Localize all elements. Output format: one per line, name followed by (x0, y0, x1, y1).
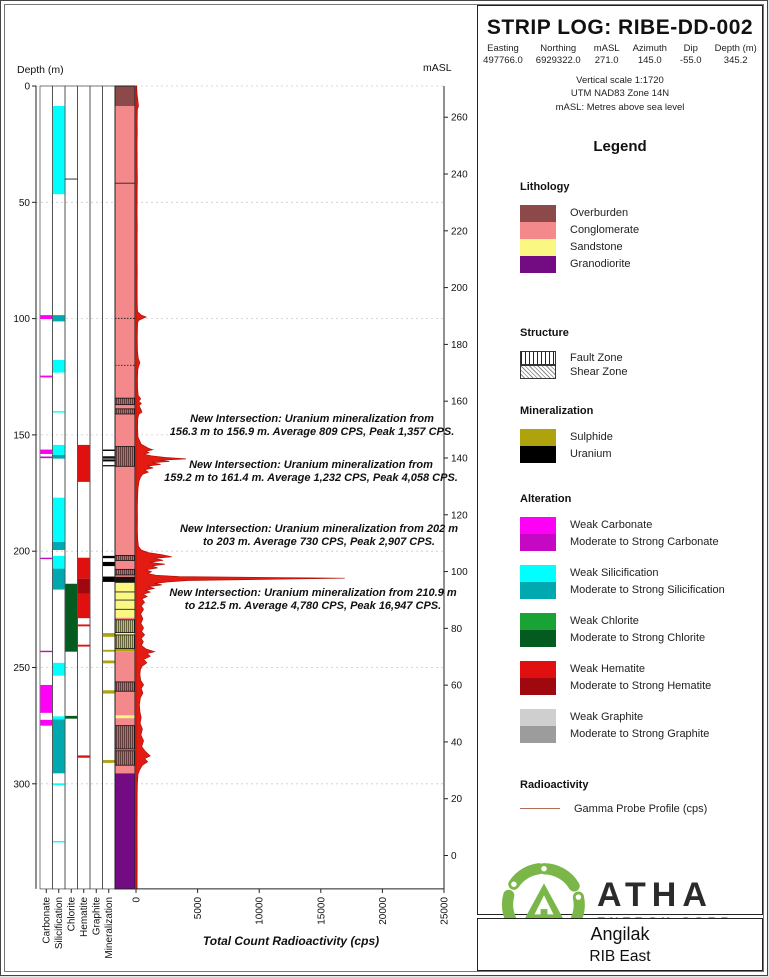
legend-label: Moderate to Strong Graphite (570, 728, 710, 741)
intersection-annotation: New Intersection: Uranium mineralization from 202 m to 203 m. Average 730 CPS, Peak 2,907 CPS. (179, 523, 459, 548)
legend-item (520, 446, 762, 463)
swatch-icon (520, 565, 556, 582)
fault-pattern-icon (520, 351, 556, 365)
swatch-icon (520, 205, 556, 222)
swatch-icon (520, 517, 556, 534)
legend-label: Moderate to Strong Carbonate (570, 536, 719, 549)
svg-text:180: 180 (451, 339, 468, 351)
legend-item (520, 803, 762, 815)
swatch-icon (520, 256, 556, 273)
info-panel (477, 5, 763, 915)
swatch-icon (520, 661, 556, 678)
legend-label: Conglomerate (570, 224, 640, 237)
svg-text:160: 160 (451, 396, 468, 408)
legend-label: Overburden (570, 207, 629, 220)
svg-text:Hematite: Hematite (79, 896, 91, 937)
svg-text:Chlorite: Chlorite (66, 896, 78, 932)
svg-text:260: 260 (451, 112, 468, 124)
legend-label: Moderate to Strong Hematite (570, 680, 712, 693)
legend-item (520, 630, 762, 647)
svg-text:120: 120 (451, 510, 468, 522)
svg-text:50: 50 (18, 197, 30, 209)
legend-section-structure: Structure (520, 326, 569, 339)
swatch-icon (520, 582, 556, 599)
intersection-annotation: New Intersection: Uranium mineralization from 210.9 m to 212.5 m. Average 4,780 CPS, Peak 16,947 CPS. (169, 587, 457, 612)
gamma-line-icon (520, 808, 560, 809)
legend-item (520, 661, 762, 678)
svg-text:220: 220 (451, 226, 468, 238)
legend-label: Uranium (570, 448, 612, 461)
note-scale: Vertical scale 1:1720 (576, 75, 664, 86)
swatch-icon (520, 446, 556, 463)
collar-fields (478, 43, 762, 66)
legend-item (520, 678, 762, 695)
svg-text:250: 250 (13, 663, 30, 674)
svg-text:100: 100 (451, 567, 468, 579)
svg-text:240: 240 (451, 169, 468, 181)
legend-item (520, 565, 762, 582)
legend-item (520, 351, 762, 365)
legend-item (520, 613, 762, 630)
swatch-icon (520, 222, 556, 239)
legend-item (520, 256, 762, 273)
swatch-icon (520, 239, 556, 256)
svg-text:60: 60 (451, 680, 463, 692)
legend-label: Sulphide (570, 431, 613, 444)
legend-label: Weak Silicification (570, 567, 659, 580)
svg-text:20000: 20000 (377, 896, 389, 925)
legend-section-lithology: Lithology (520, 180, 570, 193)
svg-text:140: 140 (451, 453, 468, 465)
legend-label: Shear Zone (570, 365, 628, 378)
shear-pattern-icon (520, 365, 556, 379)
collar-field: Depth (m) 345.2 (714, 43, 757, 66)
legend-dual-item (520, 517, 762, 551)
legend-dual-item (520, 709, 762, 743)
legend-dual-item (520, 661, 762, 695)
legend-item (520, 534, 762, 551)
collar-field: Dip -55.0 (679, 43, 702, 66)
legend-label: Sandstone (570, 241, 623, 254)
legend-items (520, 351, 762, 379)
svg-text:Carbonate: Carbonate (41, 896, 53, 944)
collar-field: Easting 497766.0 (483, 43, 523, 66)
legend-label: Moderate to Strong Chlorite (570, 632, 706, 645)
svg-text:300: 300 (13, 779, 30, 791)
legend-items (520, 205, 762, 273)
legend-item (520, 365, 762, 379)
svg-text:200: 200 (13, 546, 30, 558)
legend-title: Legend (593, 137, 647, 155)
svg-text:Depth (m): Depth (m) (17, 64, 64, 76)
legend-section-radioactivity: Radioactivity (520, 778, 589, 791)
legend-item (520, 239, 762, 256)
svg-text:10000: 10000 (254, 896, 266, 925)
area-name: RIB East (589, 948, 651, 965)
legend-dual-item (520, 565, 762, 599)
svg-text:5000: 5000 (193, 896, 205, 920)
note-datum: UTM NAD83 Zone 14N (570, 88, 670, 100)
svg-text:Mineralization: Mineralization (104, 896, 116, 959)
swatch-icon (520, 678, 556, 695)
logo-name: ATHA (596, 876, 713, 915)
svg-text:0: 0 (24, 81, 30, 93)
svg-text:20: 20 (451, 794, 463, 806)
svg-text:15000: 15000 (316, 896, 328, 925)
legend-items (520, 517, 762, 743)
svg-text:Silicification: Silicification (54, 896, 66, 950)
intersection-annotation: New Intersection: Uranium mineralization from 156.3 m to 156.9 m. Average 809 CPS, Peak 1,357 CPS. (169, 413, 455, 438)
legend-item (520, 709, 762, 726)
legend-item (520, 582, 762, 599)
legend-label: Weak Carbonate (570, 519, 653, 532)
legend-item (520, 205, 762, 222)
svg-text:0: 0 (131, 896, 143, 903)
note-masl: mASL: Metres above sea level (555, 101, 685, 113)
collar-field: Northing 6929322.0 (535, 43, 581, 66)
svg-text:Graphite: Graphite (91, 896, 103, 936)
legend-items (520, 803, 762, 815)
legend-item (520, 222, 762, 239)
title-block (477, 918, 763, 971)
scale-notes (478, 74, 762, 114)
svg-text:40: 40 (451, 737, 463, 749)
legend-label: Gamma Probe Profile (cps) (574, 802, 708, 815)
legend-label: Moderate to Strong Silicification (570, 584, 725, 597)
swatch-icon (520, 429, 556, 446)
swatch-icon (520, 709, 556, 726)
legend-item (520, 726, 762, 743)
collar-field: mASL 271.0 (593, 43, 620, 66)
svg-text:25000: 25000 (439, 896, 451, 925)
legend-item (520, 517, 762, 534)
intersection-annotation: New Intersection: Uranium mineralization from 159.2 m to 161.4 m. Average 1,232 CPS, Peak 4,058 CPS. (164, 459, 458, 484)
legend-label: Granodiorite (570, 258, 631, 271)
legend-label: Weak Chlorite (570, 615, 639, 628)
svg-text:0: 0 (451, 851, 457, 863)
page-title: STRIP LOG: RIBE-DD-002 (486, 16, 754, 39)
legend-section-alteration: Alteration (520, 492, 572, 505)
swatch-icon (520, 534, 556, 551)
legend-dual-item (520, 613, 762, 647)
legend-body (478, 181, 762, 815)
legend-label: Weak Hematite (570, 663, 645, 676)
legend-item (520, 429, 762, 446)
svg-text:80: 80 (451, 623, 463, 635)
project-name: Angilak (590, 924, 650, 944)
swatch-icon (520, 630, 556, 647)
x-axis-title: Total Count Radioactivity (cps) (202, 934, 380, 948)
swatch-icon (520, 613, 556, 630)
legend-label: Fault Zone (570, 351, 623, 364)
swatch-icon (520, 726, 556, 743)
legend-section-mineralization: Mineralization (520, 404, 594, 417)
legend-items (520, 429, 762, 463)
svg-text:200: 200 (451, 283, 468, 295)
collar-field: Azimuth 145.0 (632, 43, 667, 66)
svg-text:150: 150 (13, 430, 30, 442)
svg-text:mASL: mASL (423, 62, 452, 74)
legend-label: Weak Graphite (570, 711, 644, 724)
svg-text:100: 100 (13, 314, 30, 326)
